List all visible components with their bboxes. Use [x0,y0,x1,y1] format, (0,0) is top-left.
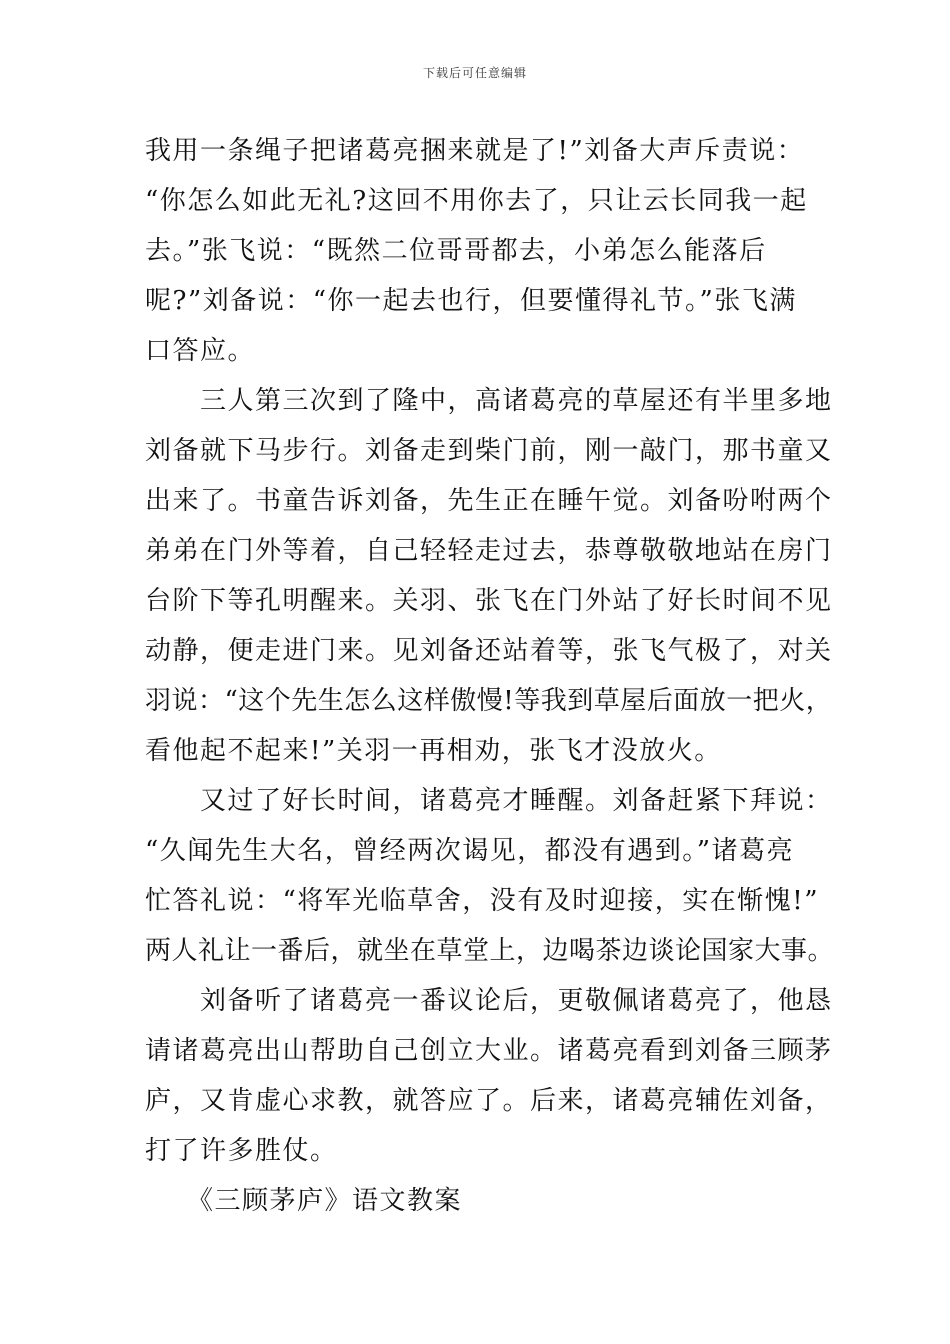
text-line: 看他起不起来!”关羽一再相劝，张飞才没放火。 [145,736,722,766]
text-line: 两人礼让一番后，就坐在草堂上，边喝茶边谈论国家大事。 [145,936,835,966]
text-line: “久闻先生大名，曾经两次谒见，都没有遇到。”诸葛亮 [145,836,795,866]
text-line: 刘备就下马步行。刘备走到柴门前，刚一敲门，那书童又 [145,436,833,466]
text-line: “你怎么如此无礼?这回不用你去了，只让云长同我一起 [145,186,808,216]
text-line: 忙答礼说：“将军光临草舍，没有及时迎接，实在惭愧!” [145,886,820,916]
document-body [145,126,835,1226]
text-line: 三人第三次到了隆中，高诸葛亮的草屋还有半里多地 [145,386,833,416]
text-line: 呢?”刘备说：“你一起去也行，但要懂得礼节。”张飞满 [145,286,797,316]
text-line: 台阶下等孔明醒来。关羽、张飞在门外站了好长时间不见 [145,586,833,616]
text-line: 又过了好长时间，诸葛亮才睡醒。刘备赶紧下拜说： [145,786,833,816]
text-line: 刘备听了诸葛亮一番议论后，更敬佩诸葛亮了，他恳 [145,986,833,1016]
text-line: 出来了。书童告诉刘备，先生正在睡午觉。刘备吩咐两个 [145,486,833,516]
text-line: 羽说：“这个先生怎么这样傲慢!等我到草屋后面放一把火， [145,686,833,716]
text-line: 动静，便走进门来。见刘备还站着等，张飞气极了，对关 [145,636,833,666]
text-line: 请诸葛亮出山帮助自己创立大业。诸葛亮看到刘备三顾茅 [145,1036,833,1066]
text-line: 弟弟在门外等着，自己轻轻走过去，恭尊敬敬地站在房门 [145,536,833,566]
text-line: 庐，又肯虚心求教，就答应了。后来，诸葛亮辅佐刘备， [145,1086,833,1116]
section-title: 《三顾茅庐》语文教案 [145,1186,463,1216]
text-line: 我用一条绳子把诸葛亮捆来就是了!”刘备大声斥责说： [145,136,805,166]
page-header: 下载后可任意编辑 [422,66,527,80]
text-line: 去。”张飞说：“既然二位哥哥都去，小弟怎么能落后 [145,236,767,266]
text-line: 口答应。 [145,336,256,366]
text-line: 打了许多胜仗。 [145,1136,338,1166]
